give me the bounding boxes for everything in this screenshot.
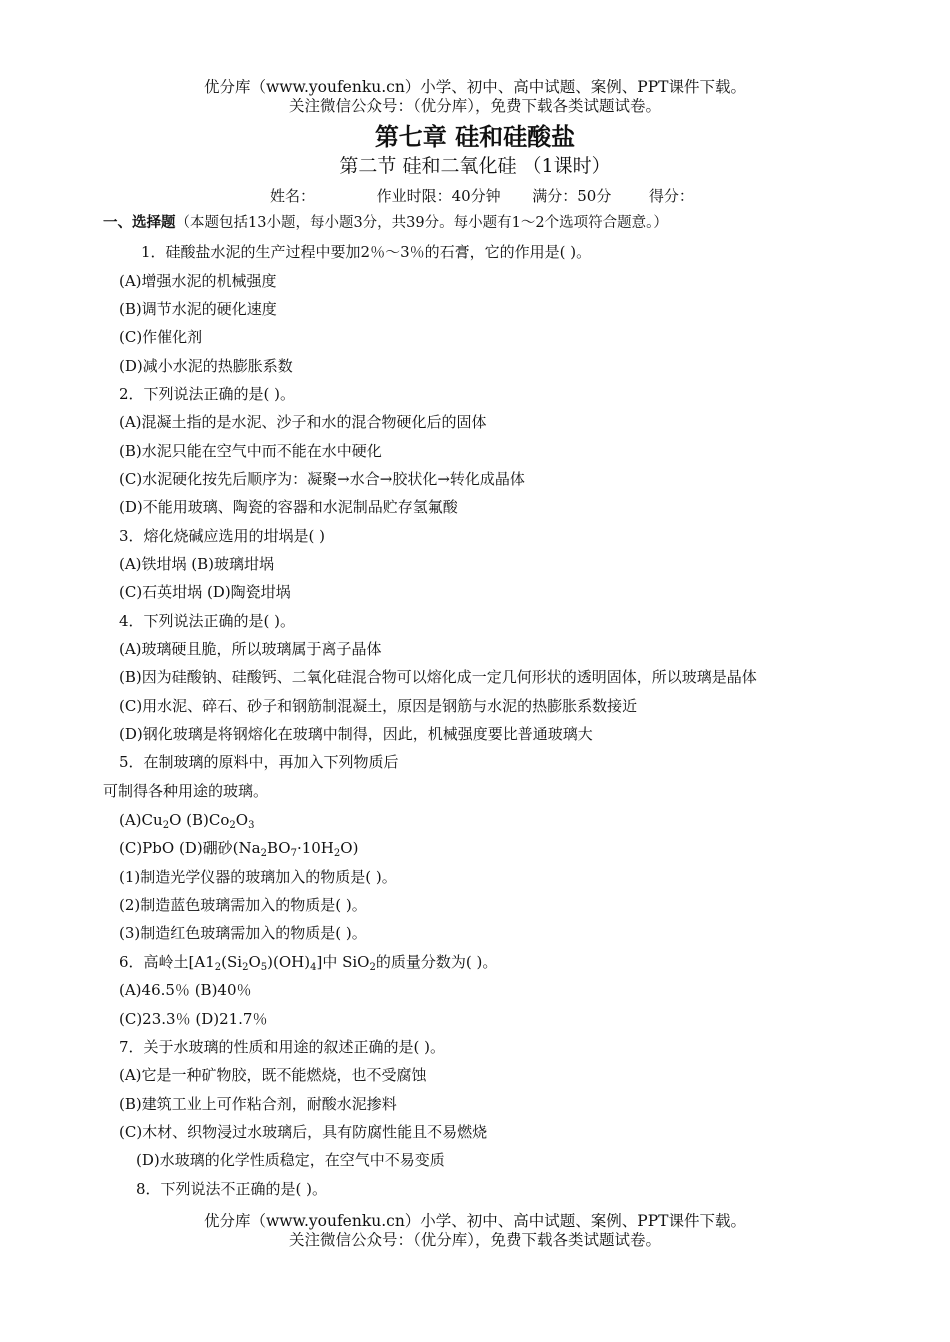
q3-options-cd: (C)石英坩埚 (D)陶瓷坩埚 [119, 583, 291, 601]
question-7: 7．关于水玻璃的性质和用途的叙述正确的是( )。 [119, 1038, 446, 1056]
header-line-2: 关注微信公众号：（优分库），免费下载各类试题试卷。 [288, 97, 661, 115]
q1-option-b: (B)调节水泥的硬化速度 [119, 300, 277, 318]
question-8: 8．下列说法不正确的是( )。 [136, 1180, 328, 1198]
part-1-title: 一、选择题 [103, 214, 176, 231]
question-5-continued: 可制得各种用途的玻璃。 [103, 782, 269, 800]
q7-option-a: (A)它是一种矿物胶，既不能燃烧，也不受腐蚀 [119, 1066, 427, 1084]
q4-option-c: (C)用水泥、碎石、砂子和钢筋制混凝土，原因是钢筋与水泥的热膨胀系数接近 [119, 697, 638, 715]
q5-subquestion-1: (1)制造光学仪器的玻璃加入的物质是( )。 [119, 868, 397, 886]
q5-subquestion-2: (2)制造蓝色玻璃需加入的物质是( )。 [119, 896, 367, 914]
q6-options-ab: (A)46.5％ (B)40％ [119, 981, 252, 999]
q1-option-c: (C)作催化剂 [119, 328, 203, 346]
time-limit: 作业时限：40分钟 [376, 187, 501, 205]
q7-option-c: (C)木材、织物浸过水玻璃后，具有防腐性能且不易燃烧 [119, 1123, 488, 1141]
q2-option-a: (A)混凝土指的是水泥、沙子和水的混合物硬化后的固体 [119, 413, 487, 431]
q4-option-a: (A)玻璃硬且脆，所以玻璃属于离子晶体 [119, 640, 382, 658]
question-2: 2．下列说法正确的是( )。 [119, 385, 296, 403]
q5-options-cd: (C)PbO (D)硼砂$(Na_2BO_7\cdot 10H_2O)$ [119, 839, 359, 859]
part-1-note: （本题包括13小题，每小题3分，共39分。每小题有1～2个选项符合题意。） [175, 215, 668, 231]
q5-options-ab: $(A)Cu_2O$ $(B)Co_2O_3$ [119, 811, 255, 831]
q3-options-ab: (A)铁坩埚 (B)玻璃坩埚 [119, 555, 275, 573]
full-score: 满分：50分 [532, 187, 612, 205]
q2-option-b: (B)水泥只能在空气中而不能在水中硬化 [119, 442, 382, 460]
q2-option-d: (D)不能用玻璃、陶瓷的容器和水泥制品贮存氢氟酸 [119, 498, 458, 516]
q4-option-b: (B)因为硅酸钠、硅酸钙、二氧化硅混合物可以熔化成一定几何形状的透明固体，所以玻璃是晶体 [119, 668, 757, 686]
footer-line-1: 优分库（www.youfenku.cn）小学、初中、高中试题、案例、PPT课件下载。 [203, 1212, 747, 1230]
header-line-1: 优分库（www.youfenku.cn）小学、初中、高中试题、案例、PPT课件下载。 [203, 78, 747, 96]
q7-option-d: (D)水玻璃的化学性质稳定，在空气中不易变质 [136, 1151, 445, 1169]
q1-option-a: (A)增强水泥的机械强度 [119, 272, 277, 290]
question-5: 5．在制玻璃的原料中，再加入下列物质后 [119, 753, 399, 771]
question-4: 4．下列说法正确的是( )。 [119, 612, 296, 630]
section-title: 第二节 硅和二氧化硅 （1课时） [339, 155, 611, 177]
info-row [270, 186, 694, 206]
q4-option-d: (D)钢化玻璃是将钢熔化在玻璃中制得，因此，机械强度要比普通玻璃大 [119, 725, 593, 743]
chapter-title: 第七章 硅和硅酸盐 [374, 122, 576, 151]
q7-option-b: (B)建筑工业上可作粘合剂，耐酸水泥掺料 [119, 1095, 397, 1113]
q5-subquestion-3: (3)制造红色玻璃需加入的物质是( )。 [119, 924, 367, 942]
name-label: 姓名： [270, 187, 316, 205]
question-3: 3．熔化烧碱应选用的坩埚是( ) [119, 527, 326, 545]
q2-option-c: (C)水泥硬化按先后顺序为：凝聚→水合→胶状化→转化成晶体 [119, 470, 525, 488]
footer-line-2: 关注微信公众号：（优分库），免费下载各类试题试卷。 [288, 1231, 661, 1249]
question-6: 6．高岭土$[A1_2(Si_2O_5)(OH)_4]$中 SiO$_2$的质量分数为( )。 [119, 953, 498, 973]
question-1: 1．硅酸盐水泥的生产过程中要加2％～3％的石膏，它的作用是( )。 [141, 243, 592, 261]
score-label: 得分： [648, 187, 694, 205]
q1-option-d: (D)减小水泥的热膨胀系数 [119, 357, 293, 375]
q6-options-cd: (C)23.3％ (D)21.7％ [119, 1010, 268, 1028]
part-1-heading [103, 213, 668, 233]
